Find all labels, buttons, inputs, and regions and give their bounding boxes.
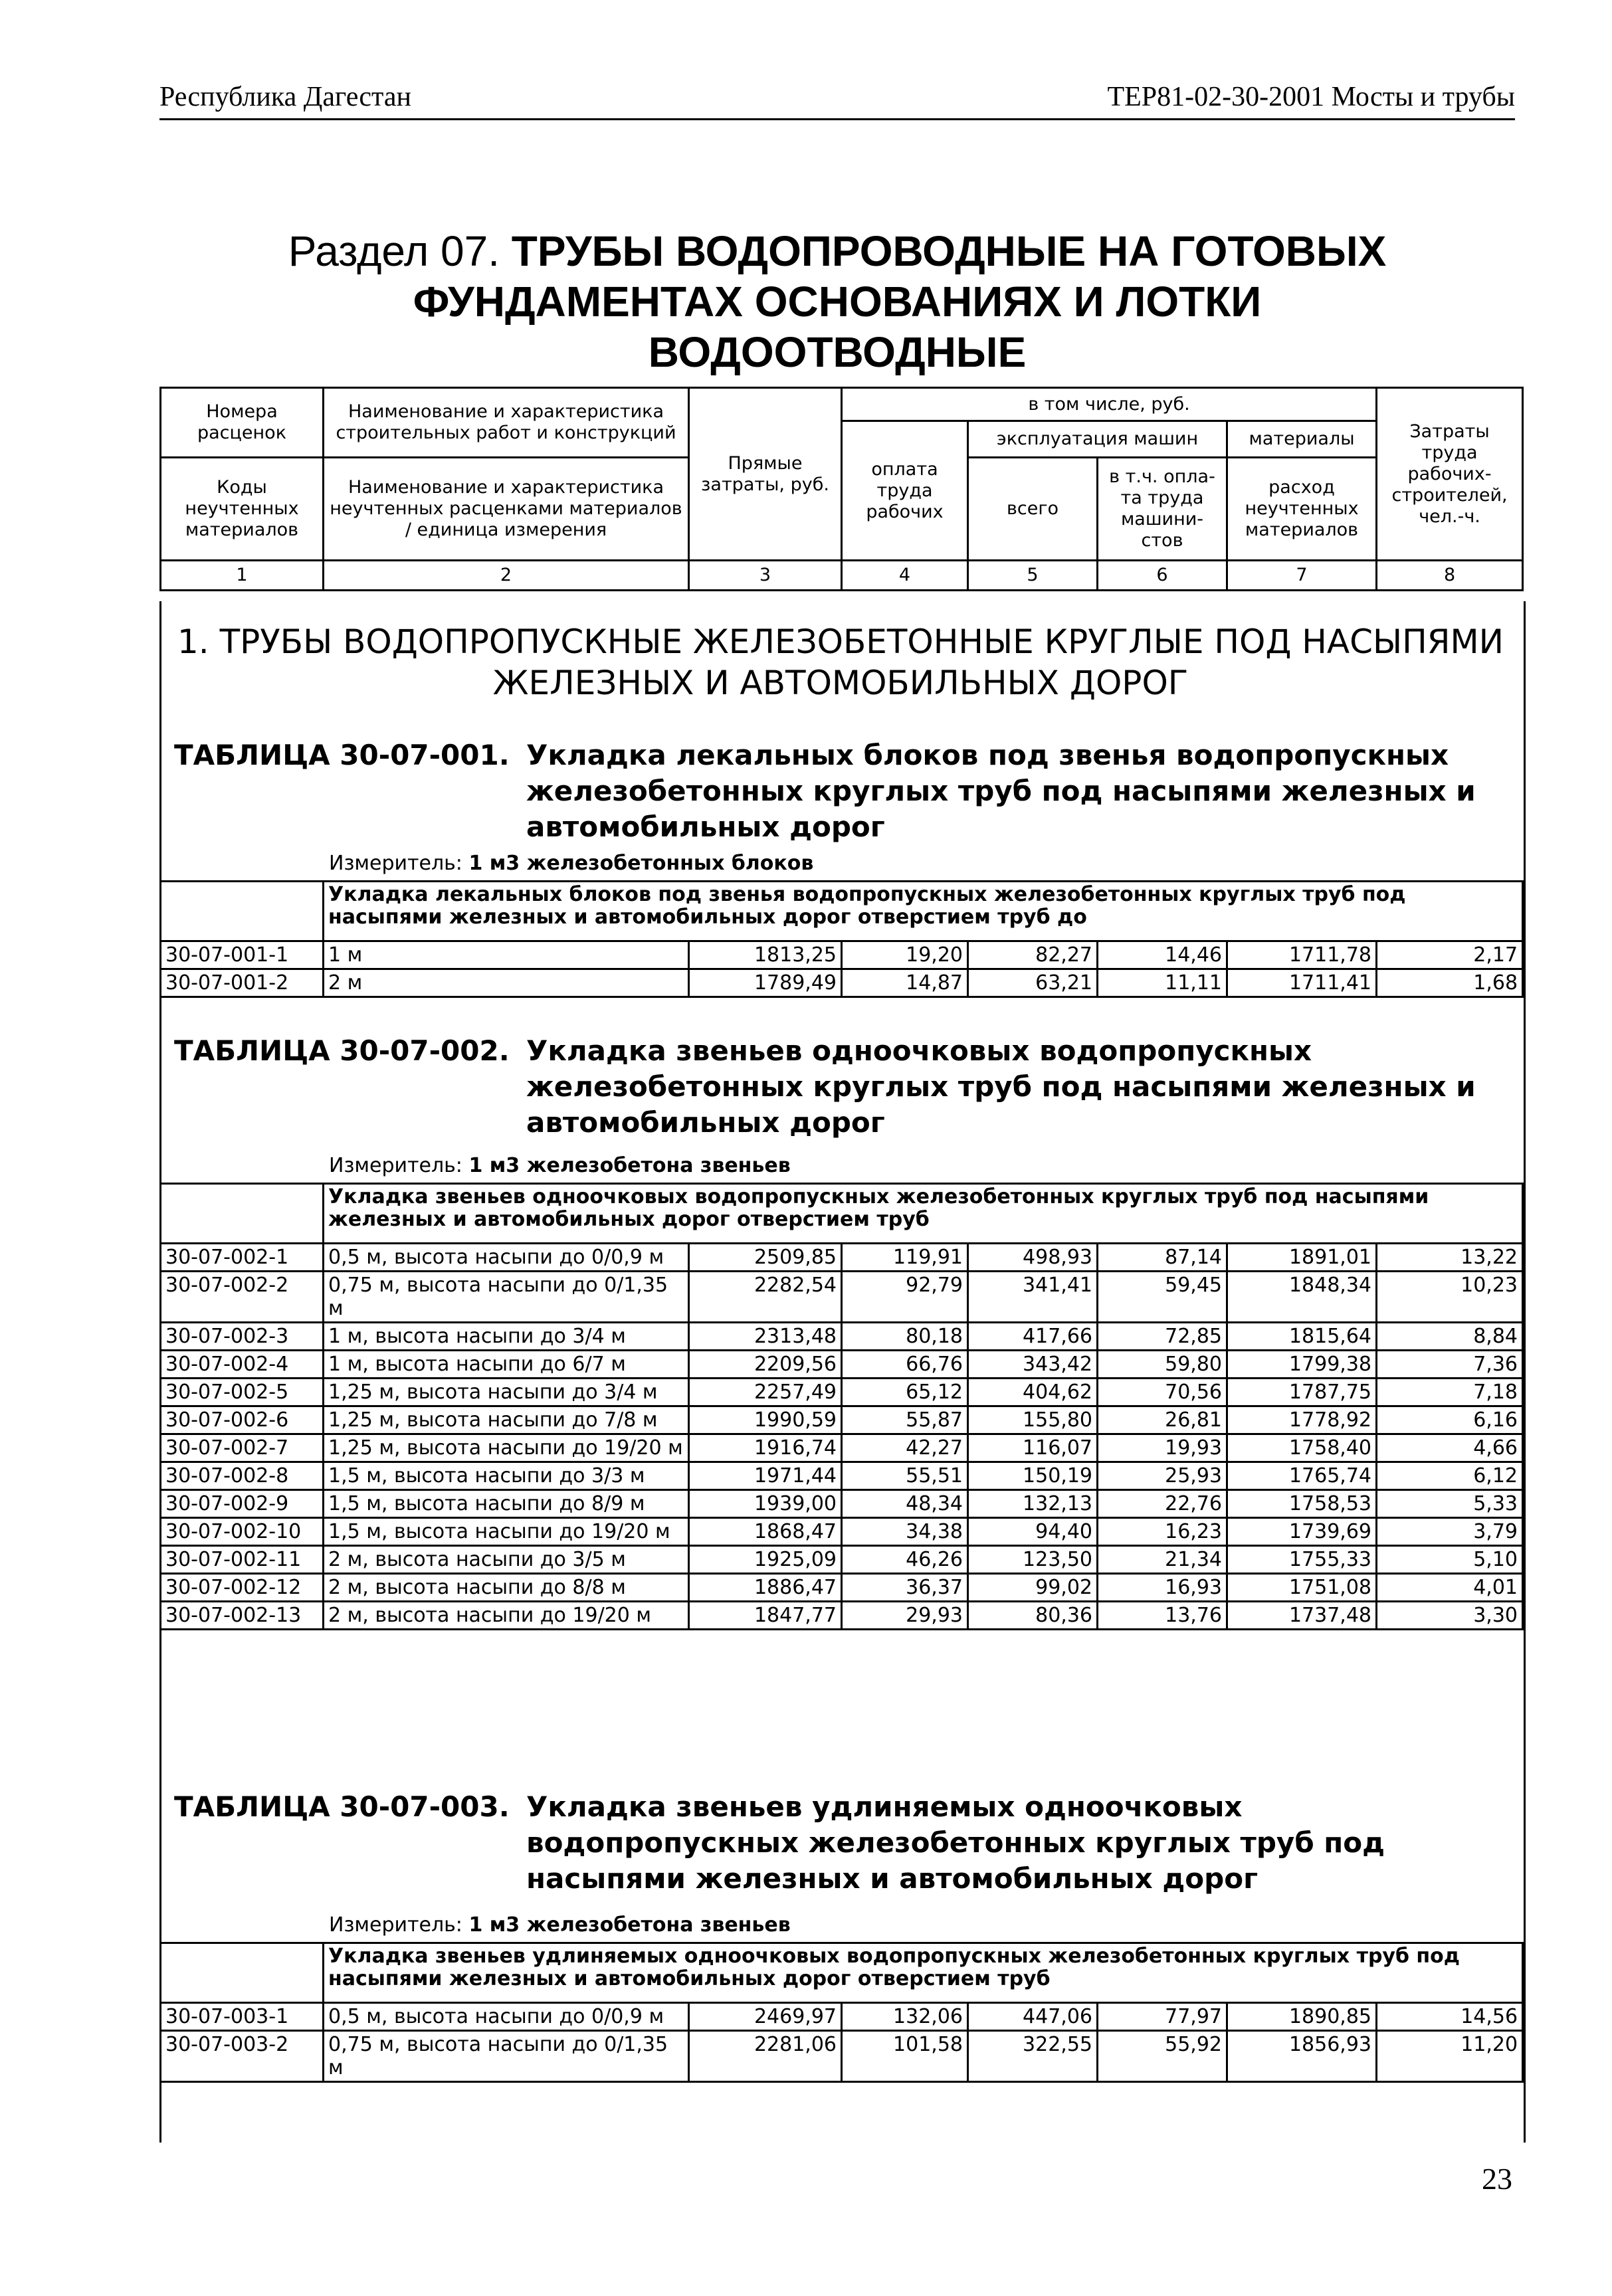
rate-value: 11,20 [1377,2031,1523,2082]
rate-value: 2257,49 [689,1379,842,1406]
col8-header: Затраты труда рабочих-строителей, чел.-ч. [1377,388,1523,561]
rate-value: 1847,77 [689,1602,842,1630]
rate-value: 29,93 [842,1602,968,1630]
rate-value: 46,26 [842,1546,968,1574]
rate-value: 1758,53 [1227,1490,1377,1518]
table-title [174,1789,1503,1897]
rate-value: 119,91 [842,1244,968,1272]
rate-value: 42,27 [842,1434,968,1462]
rate-value: 19,93 [1098,1434,1227,1462]
rate-value: 1799,38 [1227,1351,1377,1379]
table-measure: Измеритель: 1 м3 железобетона звеньев [329,1913,791,1937]
rate-value: 1711,41 [1227,969,1377,997]
col1-top-header: Номера расценок [161,388,324,458]
machines-header: эксплуатация машин [968,421,1227,458]
rate-value: 16,23 [1098,1518,1227,1546]
col3-header: Прямые затраты, руб. [689,388,842,561]
rate-value: 1755,33 [1227,1546,1377,1574]
rate-description: 0,75 м, высота насыпи до 0/1,35 м [324,1272,689,1323]
rate-value: 343,42 [968,1351,1098,1379]
col-number: 3 [689,561,842,591]
rate-value: 155,80 [968,1406,1098,1434]
including-header: в том числе, руб. [842,388,1377,421]
table-code: ТАБЛИЦА 30-07-001. [174,739,510,771]
rate-code: 30-07-002-12 [161,1574,324,1602]
rate-code: 30-07-002-9 [161,1490,324,1518]
group-heading: Укладка звеньев одноочковых водопропускных железобетонных круглых труб под насыпями железных и автомобильных дорог отверстием труб [324,1184,1523,1244]
rate-value: 1856,93 [1227,2031,1377,2082]
col4-header: оплата труда рабочих [842,421,968,561]
rate-description: 0,5 м, высота насыпи до 0/0,9 м [324,2003,689,2031]
rate-value: 10,23 [1377,1272,1523,1323]
table-title [174,1033,1503,1141]
rate-value: 4,01 [1377,1574,1523,1602]
rate-value: 1868,47 [689,1518,842,1546]
rate-description: 2 м [324,969,689,997]
rate-code: 30-07-003-2 [161,2031,324,2082]
rate-value: 1765,74 [1227,1462,1377,1490]
rate-value: 14,46 [1098,941,1227,969]
rate-value: 55,51 [842,1462,968,1490]
col-number: 2 [324,561,689,591]
rate-description: 2 м, высота насыпи до 3/5 м [324,1546,689,1574]
rate-value: 447,06 [968,2003,1098,2031]
group-heading: Укладка лекальных блоков под звенья водопропускных железобетонных круглых труб под насыпями железных и автомобильных дорог отверстием труб до [324,882,1523,941]
rate-code: 30-07-002-7 [161,1434,324,1462]
rate-value: 6,16 [1377,1406,1523,1434]
rate-value: 25,93 [1098,1462,1227,1490]
rate-description: 0,75 м, высота насыпи до 0/1,35 м [324,2031,689,2082]
rate-description: 1 м, высота насыпи до 3/4 м [324,1323,689,1351]
rate-value: 14,87 [842,969,968,997]
table-row [161,2031,1523,2082]
rate-value: 116,07 [968,1434,1098,1462]
column-header-table [159,387,1524,591]
rate-code: 30-07-002-11 [161,1546,324,1574]
page-header [159,78,1515,120]
col6-header: в т.ч. опла-та труда машини-стов [1098,458,1227,561]
rate-value: 2,17 [1377,941,1523,969]
col-number: 1 [161,561,324,591]
rate-code: 30-07-002-2 [161,1272,324,1323]
rate-description: 2 м, высота насыпи до 19/20 м [324,1602,689,1630]
rate-value: 1787,75 [1227,1379,1377,1406]
rate-value: 55,92 [1098,2031,1227,2082]
table-row [161,1574,1523,1602]
col7-header: расход неучтенных материалов [1227,458,1377,561]
rate-value: 2313,48 [689,1323,842,1351]
rate-code: 30-07-002-4 [161,1351,324,1379]
table-row [161,969,1523,997]
rate-description: 1 м [324,941,689,969]
rate-value: 2281,06 [689,2031,842,2082]
rate-value: 7,36 [1377,1351,1523,1379]
rate-value: 2469,97 [689,2003,842,2031]
rate-value: 341,41 [968,1272,1098,1323]
subsection-title: 1. ТРУБЫ ВОДОПРОПУСКНЫЕ ЖЕЛЕЗОБЕТОННЫЕ КРУГЛЫЕ ПОД НАСЫПЯМИ ЖЕЛЕЗНЫХ И АВТОМОБИЛЬНЫХ ДОРОГ [177,622,1504,702]
rate-description: 1,25 м, высота насыпи до 19/20 м [324,1434,689,1462]
rate-value: 92,79 [842,1272,968,1323]
rate-value: 7,18 [1377,1379,1523,1406]
table-measure: Измеритель: 1 м3 железобетона звеньев [329,1154,791,1177]
rate-value: 94,40 [968,1518,1098,1546]
table-row [161,1351,1523,1379]
rate-value: 66,76 [842,1351,968,1379]
rate-description: 2 м, высота насыпи до 8/8 м [324,1574,689,1602]
rate-description: 1,5 м, высота насыпи до 8/9 м [324,1490,689,1518]
table-row [161,1518,1523,1546]
rate-value: 6,12 [1377,1462,1523,1490]
table-row [161,1546,1523,1574]
rate-value: 1751,08 [1227,1574,1377,1602]
rate-code: 30-07-002-3 [161,1323,324,1351]
rate-value: 3,30 [1377,1602,1523,1630]
table-code: ТАБЛИЦА 30-07-002. [174,1034,510,1067]
table-row [161,1323,1523,1351]
col-number: 5 [968,561,1098,591]
rate-value: 13,22 [1377,1244,1523,1272]
rate-value: 1739,69 [1227,1518,1377,1546]
table-name: Укладка звеньев одноочковых водопропускных железобетонных круглых труб под насыпями железных и автомобильных дорог [526,1034,1476,1139]
rate-value: 80,36 [968,1602,1098,1630]
rate-description: 1 м, высота насыпи до 6/7 м [324,1351,689,1379]
rate-value: 132,13 [968,1490,1098,1518]
table-row [161,1434,1523,1462]
rate-description: 0,5 м, высота насыпи до 0/0,9 м [324,1244,689,1272]
column-number-row [161,561,1523,591]
rate-value: 1939,00 [689,1490,842,1518]
rate-value: 101,58 [842,2031,968,2082]
rate-value: 22,76 [1098,1490,1227,1518]
rate-value: 1990,59 [689,1406,842,1434]
rate-value: 1848,34 [1227,1272,1377,1323]
header-region: Республика Дагестан [159,82,412,112]
col-number: 7 [1227,561,1377,591]
rate-value: 59,80 [1098,1351,1227,1379]
rate-value: 70,56 [1098,1379,1227,1406]
rate-value: 1737,48 [1227,1602,1377,1630]
col-number: 4 [842,561,968,591]
rate-value: 72,85 [1098,1323,1227,1351]
rate-code: 30-07-002-5 [161,1379,324,1406]
rate-value: 5,33 [1377,1490,1523,1518]
rate-value: 1815,64 [1227,1323,1377,1351]
rates-table-002 [159,1183,1524,1630]
rate-value: 150,19 [968,1462,1098,1490]
rate-value: 123,50 [968,1546,1098,1574]
rate-value: 1813,25 [689,941,842,969]
page-number: 23 [1482,2162,1512,2196]
rate-value: 2209,56 [689,1351,842,1379]
rate-code: 30-07-002-13 [161,1602,324,1630]
table-row [161,1272,1523,1323]
rate-value: 1758,40 [1227,1434,1377,1462]
rate-value: 2509,85 [689,1244,842,1272]
rate-value: 26,81 [1098,1406,1227,1434]
materials-header: материалы [1227,421,1377,458]
rate-value: 1711,78 [1227,941,1377,969]
table-row [161,1602,1523,1630]
rate-code: 30-07-002-1 [161,1244,324,1272]
table-row [161,1490,1523,1518]
rate-value: 16,93 [1098,1574,1227,1602]
rate-value: 2282,54 [689,1272,842,1323]
title-line-3: ВОДООТВОДНЫЕ [648,328,1027,376]
rate-description: 1,5 м, высота насыпи до 19/20 м [324,1518,689,1546]
rate-code: 30-07-002-10 [161,1518,324,1546]
rate-value: 1916,74 [689,1434,842,1462]
rate-code: 30-07-002-8 [161,1462,324,1490]
table-measure: Измеритель: 1 м3 железобетонных блоков [329,852,814,875]
table-row [161,941,1523,969]
rate-value: 404,62 [968,1379,1098,1406]
header-document-code: ТЕР81-02-30-2001 Мосты и трубы [1107,82,1515,112]
rate-value: 19,20 [842,941,968,969]
rate-value: 48,34 [842,1490,968,1518]
rate-value: 322,55 [968,2031,1098,2082]
rate-value: 87,14 [1098,1244,1227,1272]
rate-value: 1925,09 [689,1546,842,1574]
col1-bottom-header: Коды неучтенных материалов [161,458,324,561]
group-heading: Укладка звеньев удлиняемых одноочковых водопропускных железобетонных круглых труб под насыпями железных и автомобильных дорог отверстием труб [324,1943,1523,2003]
section-title [159,226,1515,377]
rate-code: 30-07-002-6 [161,1406,324,1434]
rate-value: 55,87 [842,1406,968,1434]
rate-value: 82,27 [968,941,1098,969]
rate-value: 1891,01 [1227,1244,1377,1272]
rate-value: 21,34 [1098,1546,1227,1574]
rate-value: 1886,47 [689,1574,842,1602]
rate-value: 3,79 [1377,1518,1523,1546]
rate-value: 59,45 [1098,1272,1227,1323]
col-number: 8 [1377,561,1523,591]
table-row [161,1379,1523,1406]
col2-bottom-header: Наименование и характеристика неучтенных расценками материалов / единица измерения [324,458,689,561]
rate-value: 34,38 [842,1518,968,1546]
table-name: Укладка лекальных блоков под звенья водопропускных железобетонных круглых труб под насыпями железных и автомобильных дорог [526,739,1476,843]
rate-description: 1,25 м, высота насыпи до 3/4 м [324,1379,689,1406]
table-title [174,737,1503,845]
col5-header: всего [968,458,1098,561]
rate-code: 30-07-001-1 [161,941,324,969]
rate-value: 99,02 [968,1574,1098,1602]
table-name: Укладка звеньев удлиняемых одноочковых водопропускных железобетонных круглых труб под насыпями железных и автомобильных дорог [526,1790,1385,1895]
rate-value: 1778,92 [1227,1406,1377,1434]
table-code: ТАБЛИЦА 30-07-003. [174,1790,510,1823]
rate-value: 1971,44 [689,1462,842,1490]
rate-value: 1,68 [1377,969,1523,997]
rate-description: 1,25 м, высота насыпи до 7/8 м [324,1406,689,1434]
rates-table-003 [159,1942,1524,2083]
rate-value: 63,21 [968,969,1098,997]
table-row [161,1462,1523,1490]
rate-value: 132,06 [842,2003,968,2031]
rate-value: 65,12 [842,1379,968,1406]
rate-value: 77,97 [1098,2003,1227,2031]
col-number: 6 [1098,561,1227,591]
rate-value: 80,18 [842,1323,968,1351]
title-line-2: ФУНДАМЕНТАХ ОСНОВАНИЯХ И ЛОТКИ [413,278,1262,326]
rate-value: 13,76 [1098,1602,1227,1630]
rate-value: 1789,49 [689,969,842,997]
rate-value: 4,66 [1377,1434,1523,1462]
table-row [161,2003,1523,2031]
title-prefix: Раздел 07. [288,227,500,275]
rates-table-001 [159,880,1524,998]
rate-value: 1890,85 [1227,2003,1377,2031]
rate-value: 417,66 [968,1323,1098,1351]
rate-value: 8,84 [1377,1323,1523,1351]
rate-value: 14,56 [1377,2003,1523,2031]
table-row [161,1244,1523,1272]
col2-top-header: Наименование и характеристика строительных работ и конструкций [324,388,689,458]
table-row [161,1406,1523,1434]
rate-description: 1,5 м, высота насыпи до 3/3 м [324,1462,689,1490]
rate-value: 36,37 [842,1574,968,1602]
rate-code: 30-07-003-1 [161,2003,324,2031]
rate-code: 30-07-001-2 [161,969,324,997]
rate-value: 498,93 [968,1244,1098,1272]
title-line-1: ТРУБЫ ВОДОПРОВОДНЫЕ НА ГОТОВЫХ [511,227,1387,275]
rate-value: 5,10 [1377,1546,1523,1574]
rate-value: 11,11 [1098,969,1227,997]
